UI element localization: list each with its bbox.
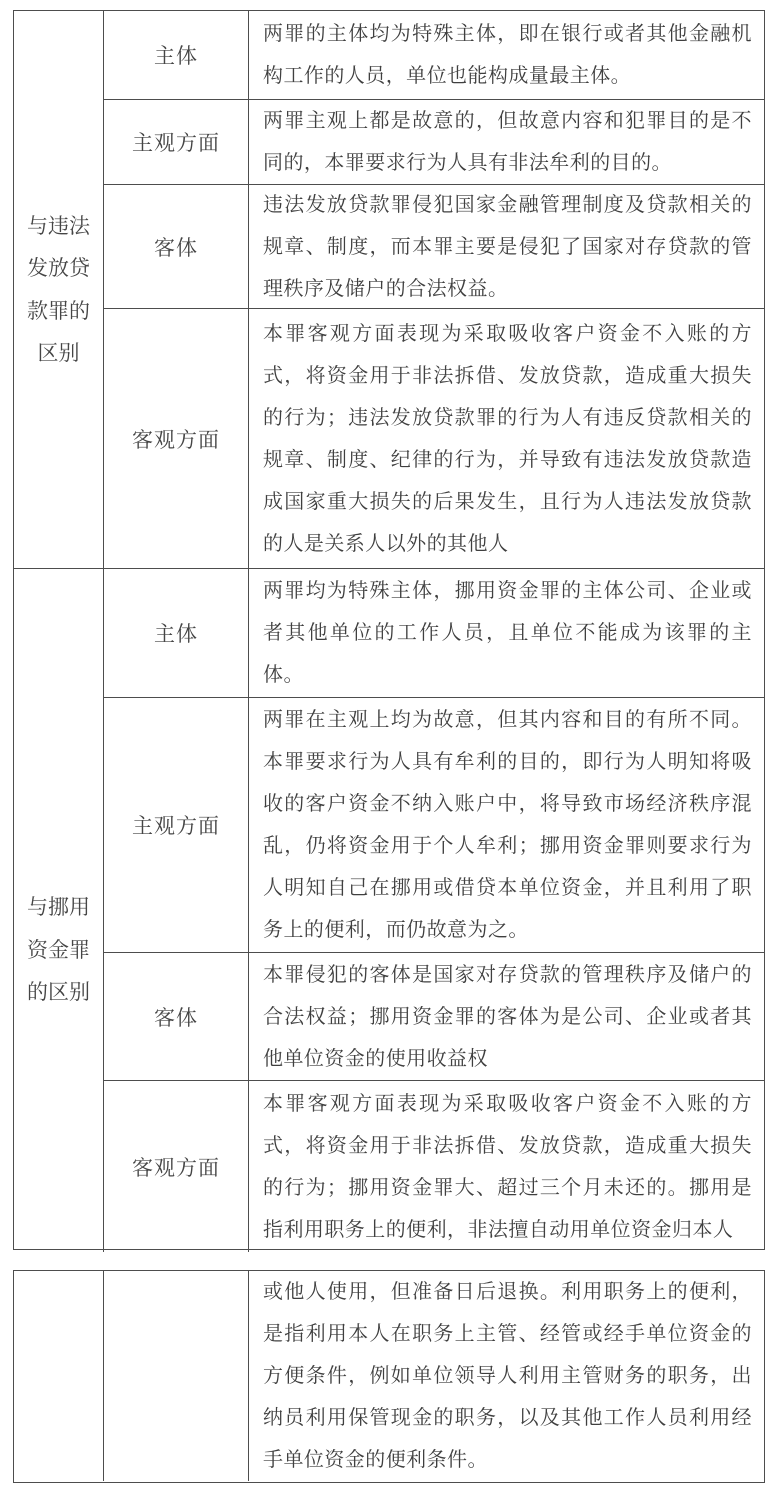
group-header-line: 与挪用 xyxy=(27,895,90,919)
aspect-cell: 客体 xyxy=(104,953,249,1080)
table-row xyxy=(104,952,764,1080)
detail-text: 违法发放贷款罪侵犯国家金融管理制度及贷款相关的规章、制度，而本罪主要是侵犯了国家对存贷款的管理秩序及储户的合法权益。 xyxy=(263,193,752,300)
detail-cell xyxy=(249,569,764,697)
detail-text: 本罪客观方面表现为采取吸收客户资金不入账的方式，将资金用于非法拆借、发放贷款，造成重大损失的行为；挪用资金罪大、超过三个月未还的。挪用是指利用职务上的便利，非法擅自动用单位资金归本人 xyxy=(263,1092,752,1241)
aspect-cell: 主体 xyxy=(104,569,249,697)
table-row xyxy=(104,11,764,99)
detail-cell xyxy=(249,11,764,99)
group-header-line: 区别 xyxy=(37,341,80,365)
aspect-cell-empty xyxy=(104,1271,249,1481)
comparison-table xyxy=(13,10,765,1250)
aspect-cell: 客观方面 xyxy=(104,309,249,568)
section-illegal-loan-crime xyxy=(14,11,764,568)
group-header-cell-empty xyxy=(14,1271,104,1481)
table-row xyxy=(104,569,764,697)
group-header-line: 资金罪 xyxy=(27,937,90,962)
table-row xyxy=(104,1271,764,1481)
detail-cell xyxy=(249,1271,764,1481)
continuation-section xyxy=(14,1271,764,1481)
detail-text: 两罪的主体均为特殊主体，即在银行或者其他金融机构工作的人员，单位也能构成量最主体。 xyxy=(263,23,752,87)
group-header-line: 与违法 xyxy=(27,213,90,238)
detail-cell xyxy=(249,1081,764,1252)
detail-text: 两罪主观上都是故意的，但故意内容和犯罪目的是不同的，本罪要求行为人具有非法牟利的目的。 xyxy=(263,110,752,174)
detail-text: 两罪均为特殊主体，挪用资金罪的主体公司、企业或者其他单位的工作人员，且单位不能成为该罪的主体。 xyxy=(263,580,752,686)
detail-cell xyxy=(249,698,764,952)
section-misappropriation-crime xyxy=(14,568,764,1252)
table-row xyxy=(104,1080,764,1252)
detail-cell xyxy=(249,185,764,308)
detail-text: 两罪在主观上均为故意，但其内容和目的有所不同。本罪要求行为人具有牟利的目的，即行为人明知将吸收的客户资金不纳入账户中，将导致市场经济秩序混乱，仍将资金用于个人牟利；挪用资金罪则要求行为人明知自己在挪用或借贷本单位资金，并且利用了职务上的便利，而仍故意为之。 xyxy=(263,709,752,941)
aspect-cell: 客体 xyxy=(104,185,249,308)
aspect-cell: 主体 xyxy=(104,11,249,99)
aspect-cell: 主观方面 xyxy=(104,100,249,184)
group-header-line: 发放贷 xyxy=(27,256,90,280)
group-header-line: 的区别 xyxy=(27,980,90,1004)
detail-cell xyxy=(249,309,764,568)
table-row xyxy=(104,184,764,308)
detail-text: 或他人使用，但准备日后退换。利用职务上的便利，是指利用本人在职务上主管、经管或经手单位资金的方便条件，例如单位领导人利用主管财务的职务，出纳员利用保管现金的职务，以及其他工作人员利用经手单位资金的便利条件。 xyxy=(263,1281,752,1471)
aspect-cell: 主观方面 xyxy=(104,698,249,952)
group-header-line: 款罪的 xyxy=(27,298,90,323)
table-row xyxy=(104,308,764,568)
table-row xyxy=(104,99,764,184)
aspect-cell: 客观方面 xyxy=(104,1081,249,1252)
detail-text: 本罪侵犯的客体是国家对存贷款的管理秩序及储户的合法权益；挪用资金罪的客体为是公司、企业或者其他单位资金的使用收益权 xyxy=(263,963,752,1070)
table-row xyxy=(104,697,764,952)
continuation-table xyxy=(13,1270,765,1483)
detail-text: 本罪客观方面表现为采取吸收客户资金不入账的方式，将资金用于非法拆借、发放贷款，造成重大损失的行为；违法发放贷款罪的行为人有违反贷款相关的规章、制度、纪律的行为，并导致有违法发放贷款造成国家重大损失的后果发生，且行为人违法发放贷款的人是关系人以外的其他人 xyxy=(263,322,752,555)
detail-cell xyxy=(249,953,764,1080)
detail-cell xyxy=(249,100,764,184)
group-header-cell xyxy=(14,569,104,1252)
group-header-cell xyxy=(14,11,104,568)
